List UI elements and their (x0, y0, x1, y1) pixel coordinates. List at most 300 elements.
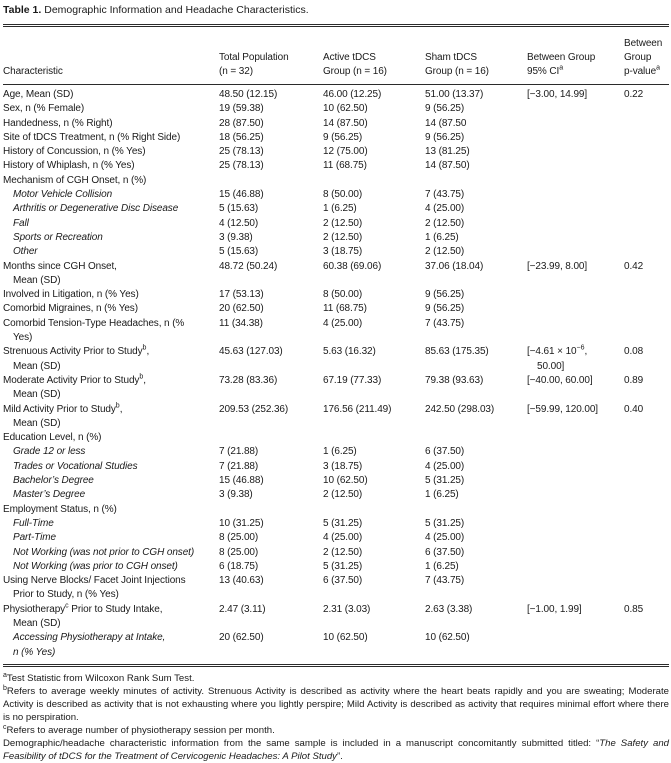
footnote (3, 724, 669, 737)
active-tdcs-value (323, 202, 425, 216)
text-line: 11 (68.75) (323, 303, 367, 315)
text-line (3, 188, 219, 202)
ci-value (527, 317, 624, 346)
text-segment: Characteristic (3, 66, 63, 77)
table-row (3, 546, 669, 560)
text-segment: p-value (624, 66, 657, 77)
row-label (3, 460, 219, 474)
table-number: Table 1. (3, 4, 42, 16)
sham-tdcs-value (425, 302, 527, 316)
text-line: 4 (25.00) (323, 532, 363, 544)
table-row (3, 560, 669, 574)
ci-value (527, 231, 624, 245)
text-segment: Using Nerve Blocks/ Facet Joint Injections (3, 575, 186, 587)
p-value (624, 102, 669, 116)
column-header-sham-tdcs (425, 51, 527, 79)
active-tdcs-value (323, 445, 425, 459)
p-value (624, 231, 669, 245)
text-segment: ”. (336, 750, 343, 762)
text-segment: Site of tDCS Treatment, n (% Right Side) (3, 131, 181, 143)
text-segment: Prior to Study Intake, (68, 603, 163, 615)
row-label (3, 217, 219, 231)
table-row (3, 517, 669, 531)
text-line: 9 (56.25) (425, 289, 465, 301)
p-value (624, 288, 669, 302)
table-row (3, 117, 669, 131)
p-value (624, 560, 669, 574)
text-line: 1 (6.25) (323, 203, 357, 215)
text-segment: Mean (SD) (13, 417, 61, 429)
text-line: 11 (34.38) (219, 317, 263, 329)
active-tdcs-value (323, 260, 425, 289)
text-line (3, 631, 219, 645)
text-line: 1 (6.25) (425, 231, 459, 243)
ci-value (527, 174, 624, 188)
text-line: 1 (6.25) (323, 446, 357, 458)
text-segment: Mechanism of CGH Onset, n (%) (3, 174, 147, 186)
row-label (3, 102, 219, 116)
superscript: c (65, 602, 69, 610)
sham-tdcs-value (425, 631, 527, 660)
text-segment: [−59.99, 120.00] (527, 403, 598, 415)
text-segment: [−40.00, 60.00] (527, 374, 593, 386)
text-segment: Arthritis or Degenerative Disc Disease (13, 203, 179, 215)
text-segment: Fall (13, 217, 29, 229)
column-header-between-group-ci (527, 51, 624, 79)
text-line (3, 531, 219, 545)
sham-tdcs-value (425, 445, 527, 459)
text-line (3, 546, 219, 560)
table-row (3, 174, 669, 188)
text-segment: Sports or Recreation (13, 231, 103, 243)
row-label (3, 345, 219, 374)
text-line: 9 (56.25) (425, 103, 465, 115)
total-population-value (219, 145, 323, 159)
text-line: 6 (18.75) (219, 560, 259, 572)
p-value (624, 345, 669, 374)
text-segment: Mean (SD) (13, 389, 61, 401)
text-line: 2 (12.50) (323, 546, 363, 558)
sham-tdcs-value (425, 202, 527, 216)
footnote (3, 672, 669, 685)
text-line: 2 (12.50) (323, 231, 363, 243)
table-row (3, 231, 669, 245)
text-line: 48.72 (50.24) (219, 260, 278, 272)
text-line (3, 302, 219, 316)
table-bottom-rule (3, 664, 669, 667)
sham-tdcs-value (425, 517, 527, 531)
active-tdcs-value (323, 603, 425, 632)
row-label (3, 131, 219, 145)
text-segment: n (% Yes) (13, 646, 56, 658)
text-line: 10 (62.50) (425, 632, 470, 644)
superscript: b (3, 684, 7, 692)
text-line: 15 (46.88) (219, 189, 264, 201)
table-row (3, 217, 669, 231)
text-segment: Mean (SD) (13, 360, 61, 372)
ci-value (527, 431, 624, 445)
text-line: 4 (25.00) (425, 460, 465, 472)
text-line: 48.50 (12.15) (219, 89, 278, 100)
text-line: 0.89 (624, 374, 644, 386)
p-value (624, 531, 669, 545)
text-line (3, 460, 219, 474)
row-label (3, 560, 219, 574)
text-line: 67.19 (77.33) (323, 374, 382, 386)
text-line (323, 51, 425, 65)
row-label (3, 159, 219, 173)
text-line (3, 603, 219, 617)
ci-value (527, 474, 624, 488)
sham-tdcs-value (425, 188, 527, 202)
text-line: 2 (12.50) (323, 489, 363, 501)
text-line: 15 (46.88) (219, 475, 264, 487)
text-line (527, 345, 624, 359)
text-line (3, 131, 219, 145)
sham-tdcs-value (425, 345, 527, 374)
text-segment: Not Working (was prior to CGH onset) (13, 560, 178, 572)
table-footnotes (3, 672, 669, 763)
text-line: 1 (6.25) (425, 489, 459, 501)
text-line (3, 174, 219, 188)
text-segment: Part-Time (13, 532, 56, 544)
sham-tdcs-value (425, 174, 527, 188)
text-line: 3 (18.75) (323, 460, 363, 472)
text-segment: Between (624, 38, 663, 49)
total-population-value (219, 403, 323, 432)
total-population-value (219, 460, 323, 474)
text-segment: Mean (SD) (13, 617, 61, 629)
table-row (3, 245, 669, 259)
text-line (3, 65, 219, 79)
text-line (624, 65, 669, 79)
sham-tdcs-value (425, 159, 527, 173)
text-line: 13 (40.63) (219, 575, 264, 587)
text-line: 2 (12.50) (425, 246, 465, 258)
table-header (3, 27, 669, 84)
table-row (3, 474, 669, 488)
ci-value (527, 631, 624, 660)
sham-tdcs-value (425, 117, 527, 131)
ci-value (527, 117, 624, 131)
row-label (3, 574, 219, 603)
footnote (3, 685, 669, 724)
text-line (323, 65, 425, 79)
total-population-value (219, 260, 323, 289)
text-segment: Total Population (219, 52, 289, 63)
text-line: 8 (25.00) (219, 532, 259, 544)
text-line (3, 588, 219, 602)
active-tdcs-value (323, 374, 425, 403)
superscript: a (559, 64, 564, 72)
text-line: 28 (87.50) (219, 117, 264, 129)
text-line: 2 (12.50) (425, 217, 465, 229)
p-value (624, 202, 669, 216)
p-value (624, 131, 669, 145)
table-row (3, 574, 669, 603)
table-row (3, 188, 669, 202)
text-segment: Strenuous Activity Prior to Study (3, 346, 143, 358)
text-segment: , (584, 346, 588, 358)
text-line: 5 (31.25) (323, 517, 363, 529)
text-line: 6 (37.50) (425, 546, 465, 558)
sham-tdcs-value (425, 88, 527, 102)
sham-tdcs-value (425, 317, 527, 346)
text-line: 7 (43.75) (425, 575, 465, 587)
table-row (3, 131, 669, 145)
sham-tdcs-value (425, 574, 527, 603)
ci-value (527, 546, 624, 560)
table-row (3, 603, 669, 632)
superscript: b (142, 345, 147, 353)
ci-value (527, 460, 624, 474)
sham-tdcs-value (425, 145, 527, 159)
text-line: 51.00 (13.37) (425, 89, 484, 100)
total-population-value (219, 474, 323, 488)
text-line: 1 (6.25) (425, 560, 459, 572)
text-line (3, 159, 219, 173)
column-header-active-tdcs (323, 51, 425, 79)
text-segment: Employment Status, n (%) (3, 503, 117, 515)
ci-value (527, 531, 624, 545)
text-line (3, 474, 219, 488)
active-tdcs-value (323, 631, 425, 660)
text-line (3, 445, 219, 459)
text-line: 18 (56.25) (219, 131, 264, 143)
text-segment: [−3.00, 14.99] (527, 89, 588, 100)
superscript: −6 (576, 345, 585, 353)
text-line (3, 431, 219, 445)
text-segment: Grade 12 or less (13, 446, 86, 458)
text-line (527, 374, 624, 388)
active-tdcs-value (323, 517, 425, 531)
active-tdcs-value (323, 188, 425, 202)
row-label (3, 117, 219, 131)
text-line (3, 245, 219, 259)
active-tdcs-value (323, 159, 425, 173)
sham-tdcs-value (425, 488, 527, 502)
footnote (3, 737, 669, 763)
table-row (3, 102, 669, 116)
total-population-value (219, 531, 323, 545)
text-segment: Bachelor’s Degree (13, 475, 94, 487)
table-row (3, 145, 669, 159)
text-segment: The Safety and Feasibility of tDCS for the Treatment of Cervicogenic Headaches: A Pilot Study (3, 737, 669, 762)
table-row (3, 631, 669, 660)
text-segment: Mild Activity Prior to Study (3, 403, 116, 415)
table-row (3, 531, 669, 545)
sham-tdcs-value (425, 102, 527, 116)
sham-tdcs-value (425, 245, 527, 259)
text-segment: Comorbid Tension-Type Headaches, n (% (3, 317, 185, 329)
text-segment: Education Level, n (%) (3, 432, 102, 444)
text-line: 5 (31.25) (425, 475, 465, 487)
text-line (3, 274, 219, 288)
text-line: 209.53 (252.36) (219, 403, 289, 415)
text-line (3, 88, 219, 102)
total-population-value (219, 517, 323, 531)
text-segment: (n = 32) (219, 66, 253, 77)
text-line: 10 (62.50) (323, 103, 368, 115)
total-population-value (219, 302, 323, 316)
text-line: 7 (43.75) (425, 189, 465, 201)
text-segment: Moderate Activity Prior to Study (3, 374, 140, 386)
text-line (624, 51, 669, 65)
row-label (3, 603, 219, 632)
superscript: c (3, 723, 7, 731)
row-label (3, 631, 219, 660)
p-value (624, 145, 669, 159)
text-line: 73.28 (83.36) (219, 374, 278, 386)
text-segment: 50.00] (537, 360, 565, 372)
text-line (3, 646, 219, 660)
active-tdcs-value (323, 560, 425, 574)
total-population-value (219, 88, 323, 102)
text-line: 5 (15.63) (219, 246, 259, 258)
sham-tdcs-value (425, 260, 527, 289)
row-label (3, 503, 219, 517)
ci-value (527, 88, 624, 102)
text-segment: Full-Time (13, 517, 54, 529)
text-line: 4 (25.00) (425, 532, 465, 544)
text-segment: Accessing Physiotherapy at Intake, (13, 632, 166, 644)
text-line: 3 (9.38) (219, 489, 253, 501)
row-label (3, 202, 219, 216)
text-segment: Involved in Litigation, n (% Yes) (3, 289, 139, 301)
text-line (527, 260, 624, 274)
text-line (3, 574, 219, 588)
active-tdcs-value (323, 345, 425, 374)
total-population-value (219, 288, 323, 302)
p-value (624, 574, 669, 603)
text-line: 8 (50.00) (323, 289, 363, 301)
total-population-value (219, 159, 323, 173)
text-segment: Master’s Degree (13, 489, 86, 501)
active-tdcs-value (323, 288, 425, 302)
p-value (624, 503, 669, 517)
row-label (3, 302, 219, 316)
text-line (3, 503, 219, 517)
text-segment: Group (n = 16) (323, 66, 387, 77)
ci-value (527, 374, 624, 403)
row-label (3, 431, 219, 445)
total-population-value (219, 603, 323, 632)
ci-value (527, 517, 624, 531)
text-line (3, 331, 219, 345)
total-population-value (219, 174, 323, 188)
sham-tdcs-value (425, 131, 527, 145)
text-segment: Physiotherapy (3, 603, 66, 615)
text-segment: , (119, 403, 123, 415)
text-segment: Sex, n (% Female) (3, 103, 85, 115)
text-line (3, 560, 219, 574)
p-value (624, 174, 669, 188)
text-line (3, 117, 219, 131)
row-label (3, 546, 219, 560)
table-row (3, 345, 669, 374)
text-segment: Refers to average weekly minutes of activity. Strenuous Activity is described as activity where the heart beats rapidly and you are sweating; Moderate Activity is described as activity that is not exhausting where you lightly perspire; Mild Activity is described as activity that requires minimal effort where there is no perspiration. (3, 685, 669, 723)
sham-tdcs-value (425, 546, 527, 560)
text-line (3, 417, 219, 431)
text-line: 79.38 (93.63) (425, 374, 484, 386)
total-population-value (219, 102, 323, 116)
total-population-value (219, 188, 323, 202)
total-population-value (219, 574, 323, 603)
row-label (3, 403, 219, 432)
table-row (3, 374, 669, 403)
text-segment: Sham tDCS (425, 52, 477, 63)
active-tdcs-value (323, 317, 425, 346)
text-line (624, 37, 669, 51)
text-line: 60.38 (69.06) (323, 260, 382, 272)
text-line: 5 (31.25) (323, 560, 363, 572)
text-line (527, 51, 624, 65)
text-segment: Mean (SD) (13, 274, 61, 286)
ci-value (527, 445, 624, 459)
ci-value (527, 159, 624, 173)
text-line (3, 317, 219, 331)
text-line (219, 51, 323, 65)
text-line: 242.50 (298.03) (425, 403, 495, 415)
text-line (3, 231, 219, 245)
text-line: 2.47 (3.11) (219, 603, 266, 615)
active-tdcs-value (323, 460, 425, 474)
p-value (624, 403, 669, 432)
p-value (624, 317, 669, 346)
text-line: 9 (56.25) (425, 131, 465, 143)
text-line: 19 (59.38) (219, 103, 264, 115)
text-segment: , (146, 346, 150, 358)
row-label (3, 445, 219, 459)
ci-value (527, 574, 624, 603)
text-line: 45.63 (127.03) (219, 346, 283, 358)
ci-value (527, 560, 624, 574)
text-line (3, 403, 219, 417)
ci-value (527, 188, 624, 202)
text-line: 3 (9.38) (219, 231, 253, 243)
text-line (3, 374, 219, 388)
total-population-value (219, 231, 323, 245)
text-line: 11 (68.75) (323, 160, 367, 172)
row-label (3, 245, 219, 259)
text-line: 20 (62.50) (219, 303, 264, 315)
text-segment: 95% CI (527, 66, 560, 77)
p-value (624, 431, 669, 445)
sham-tdcs-value (425, 560, 527, 574)
active-tdcs-value (323, 488, 425, 502)
text-line: 6 (37.50) (323, 575, 363, 587)
table-caption: Demographic Information and Headache Characteristics. (44, 4, 309, 16)
sham-tdcs-value (425, 460, 527, 474)
ci-value (527, 302, 624, 316)
row-label (3, 531, 219, 545)
text-segment: Not Working (was not prior to CGH onset) (13, 546, 195, 558)
text-line (3, 488, 219, 502)
total-population-value (219, 431, 323, 445)
table-row (3, 431, 669, 445)
text-line (3, 388, 219, 402)
text-segment: Trades or Vocational Studies (13, 460, 138, 472)
total-population-value (219, 131, 323, 145)
text-segment: Between Group (527, 52, 596, 63)
active-tdcs-value (323, 245, 425, 259)
column-header-between-group-p-value (624, 37, 669, 79)
text-line: 0.22 (624, 89, 644, 100)
table-row (3, 503, 669, 517)
p-value (624, 245, 669, 259)
row-label (3, 174, 219, 188)
text-line: 12 (75.00) (323, 146, 368, 158)
